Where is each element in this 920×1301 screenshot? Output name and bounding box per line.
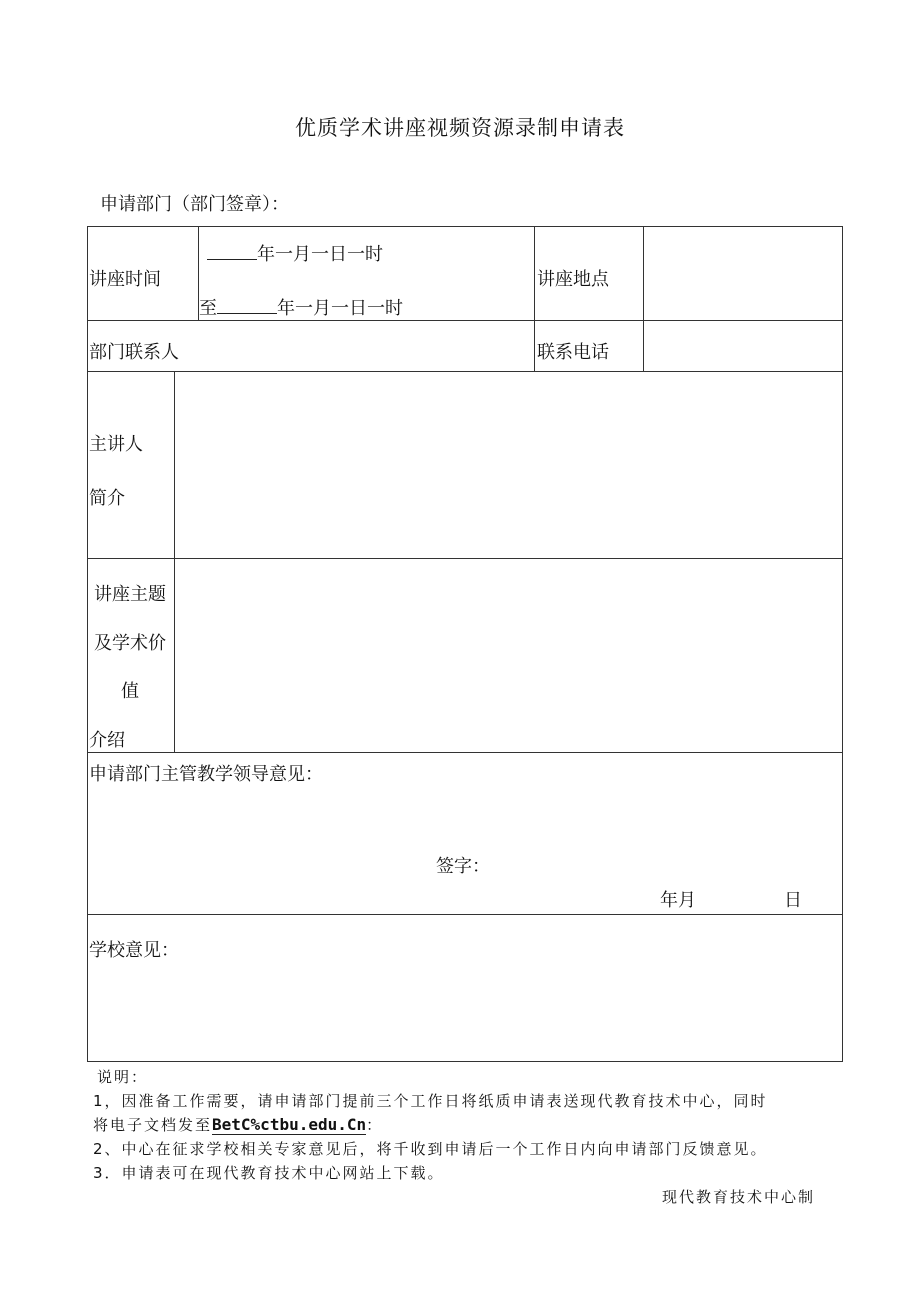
topic-label-line2: 及学术价 (94, 633, 166, 654)
year-blank (217, 297, 277, 314)
time-end-prefix: 至 (199, 298, 217, 319)
date-day: 日 (784, 890, 802, 911)
year-blank (207, 243, 257, 260)
table-border-left (87, 226, 88, 1062)
note-item-1-prefix: 将电子文档发至 (93, 1116, 213, 1134)
topic-label-line3: 值 (121, 681, 139, 702)
leader-opinion-label: 申请部门主管教学领导意见： (89, 764, 323, 785)
contact-phone-label: 联系电话 (537, 342, 609, 363)
column-divider (643, 226, 644, 372)
email-link[interactable]: BetC%ctbu.edu.Cn (212, 1115, 367, 1134)
footer-issuer: 现代教育技术中心制 (662, 1188, 816, 1206)
lecture-time-start[interactable] (207, 240, 383, 266)
row-divider (87, 914, 843, 915)
row-divider (87, 320, 843, 321)
table-border-top (87, 226, 843, 227)
topic-label-line1: 讲座主题 (94, 584, 166, 605)
note-item-2: 2、中心在征求学校相关专家意见后，将千收到申请后一个工作日内向申请部门反馈意见。 (93, 1140, 768, 1158)
note-item-1-line1: 1，因准备工作需要，请申请部门提前三个工作日将纸质申请表送现代教育技术中心，同时 (93, 1092, 768, 1110)
department-label: 申请部门（部门签章）： (100, 194, 289, 215)
table-border-bottom (87, 1061, 843, 1062)
column-divider (534, 226, 535, 372)
row-divider (87, 752, 843, 753)
topic-label-line4: 介绍 (89, 730, 125, 751)
speaker-label-line1: 主讲人 (89, 434, 143, 455)
dept-contact-label: 部门联系人 (89, 342, 179, 363)
lecture-time-end[interactable] (199, 294, 403, 320)
time-end-units: 年一月一日一时 (277, 298, 403, 319)
table-border-right (842, 226, 843, 1062)
note-item-1-line2 (93, 1114, 383, 1135)
time-start-units: 年一月一日一时 (257, 244, 383, 265)
page-title: 优质学术讲座视频资源录制申请表 (295, 116, 625, 140)
lecture-time-label: 讲座时间 (89, 269, 161, 290)
row-divider (87, 371, 843, 372)
date-year-month: 年月 (660, 890, 696, 911)
row-divider (87, 558, 843, 559)
school-opinion-label: 学校意见： (89, 940, 179, 961)
lecture-location-label: 讲座地点 (537, 269, 609, 290)
speaker-label-line2: 简介 (89, 488, 125, 509)
note-item-3: 3．申请表可在现代教育技术中心网站上下载。 (93, 1164, 445, 1182)
note-item-1-suffix: ： (366, 1116, 384, 1134)
column-divider (174, 371, 175, 753)
signature-label: 签字： (436, 856, 490, 877)
notes-heading: 说明： (97, 1068, 149, 1086)
